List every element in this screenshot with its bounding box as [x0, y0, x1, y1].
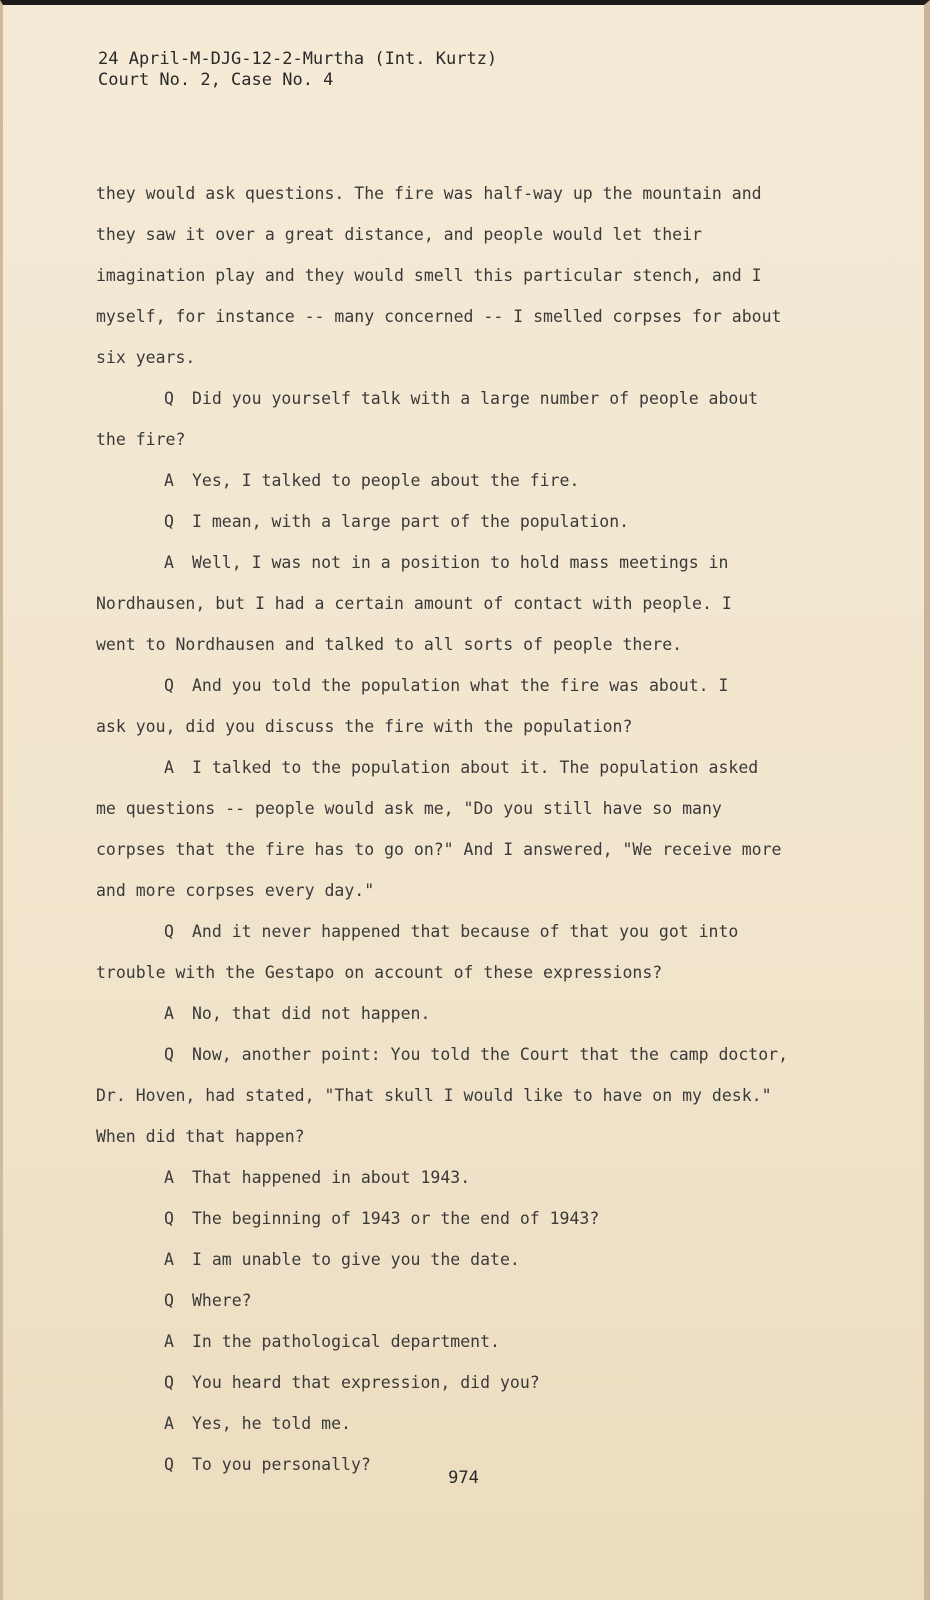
- line-text: went to Nordhausen and talked to all sorts of people there.: [96, 635, 683, 654]
- line-text: they saw it over a great distance, and people would let their: [96, 225, 702, 244]
- paragraph-line: [96, 255, 856, 296]
- speaker-label: Q: [164, 1373, 174, 1392]
- paragraph-line: [96, 788, 856, 829]
- line-text: corpses that the fire has to go on?" And I answered, "We receive more: [96, 840, 782, 859]
- paragraph-line-first: [96, 665, 856, 706]
- line-text: me questions -- people would ask me, "Do you still have so many: [96, 799, 722, 818]
- speaker-label: A: [164, 1414, 174, 1433]
- page-number: 974: [448, 1468, 479, 1488]
- line-text: Yes, I talked to people about the fire.: [192, 471, 580, 490]
- line-text: six years.: [96, 348, 196, 367]
- line-text: That happened in about 1943.: [192, 1168, 471, 1187]
- paragraph-line: [96, 337, 856, 378]
- speaker-label: A: [164, 553, 174, 572]
- line-text: Where?: [192, 1291, 252, 1310]
- line-text: You heard that expression, did you?: [192, 1373, 540, 1392]
- line-text: No, that did not happen.: [192, 1004, 431, 1023]
- paragraph-line-first: [96, 747, 856, 788]
- speaker-label: A: [164, 1004, 174, 1023]
- paragraph-line-first: [96, 460, 856, 501]
- line-text: ask you, did you discuss the fire with the population?: [96, 717, 633, 736]
- speaker-label: A: [164, 1168, 174, 1187]
- paragraph-line-first: [96, 1034, 856, 1075]
- paragraph-line: [96, 296, 856, 337]
- speaker-label: Q: [164, 1045, 174, 1064]
- line-text: trouble with the Gestapo on account of these expressions?: [96, 963, 663, 982]
- line-text: they would ask questions. The fire was half-way up the mountain and: [96, 184, 762, 203]
- paragraph-line-first: [96, 1157, 856, 1198]
- line-text: Well, I was not in a position to hold mass meetings in: [192, 553, 729, 572]
- speaker-label: A: [164, 1250, 174, 1269]
- line-text: I talked to the population about it. The population asked: [192, 758, 759, 777]
- line-text: To you personally?: [192, 1455, 371, 1474]
- speaker-label: A: [164, 471, 174, 490]
- paragraph-line: [96, 870, 856, 911]
- line-text: Yes, he told me.: [192, 1414, 351, 1433]
- line-text: The beginning of 1943 or the end of 1943?: [192, 1209, 600, 1228]
- paragraph-line-first: [96, 1239, 856, 1280]
- paragraph-line-first: [96, 378, 856, 419]
- paragraph-line: [96, 829, 856, 870]
- line-text: Now, another point: You told the Court that the camp doctor,: [192, 1045, 789, 1064]
- paragraph-line-first: [96, 1321, 856, 1362]
- speaker-label: Q: [164, 922, 174, 941]
- speaker-label: Q: [164, 1291, 174, 1310]
- line-text: In the pathological department.: [192, 1332, 500, 1351]
- paragraph-line: [96, 1075, 856, 1116]
- paragraph-line: [96, 624, 856, 665]
- paragraph-line: [96, 952, 856, 993]
- line-text: Dr. Hoven, had stated, "That skull I would like to have on my desk.": [96, 1086, 772, 1105]
- speaker-label: A: [164, 1332, 174, 1351]
- paragraph-line-first: [96, 542, 856, 583]
- line-text: And it never happened that because of that you got into: [192, 922, 739, 941]
- paragraph-line: [96, 1116, 856, 1157]
- header-line-1: 24 April-M-DJG-12-2-Murtha (Int. Kurtz): [98, 49, 498, 69]
- paragraph-line-first: [96, 1280, 856, 1321]
- line-text: and more corpses every day.": [96, 881, 375, 900]
- header-line-2: Court No. 2, Case No. 4: [98, 70, 334, 90]
- paragraph-line: [96, 706, 856, 747]
- paragraph-line-first: [96, 173, 856, 214]
- line-text: Did you yourself talk with a large number of people about: [192, 389, 759, 408]
- line-text: I mean, with a large part of the population.: [192, 512, 630, 531]
- paragraph-line-first: [96, 911, 856, 952]
- paragraph-line-first: [96, 1362, 856, 1403]
- paragraph-line: [96, 214, 856, 255]
- speaker-label: Q: [164, 1455, 174, 1474]
- speaker-label: Q: [164, 676, 174, 695]
- line-text: When did that happen?: [96, 1127, 305, 1146]
- line-text: Nordhausen, but I had a certain amount of contact with people. I: [96, 594, 732, 613]
- line-text: And you told the population what the fire was about. I: [192, 676, 729, 695]
- speaker-label: A: [164, 758, 174, 777]
- transcript-body: [96, 173, 856, 1485]
- line-text: myself, for instance -- many concerned -- I smelled corpses for about: [96, 307, 782, 326]
- speaker-label: Q: [164, 1209, 174, 1228]
- paragraph-line-first: [96, 1403, 856, 1444]
- line-text: imagination play and they would smell this particular stench, and I: [96, 266, 762, 285]
- paragraph-line-first: [96, 501, 856, 542]
- speaker-label: Q: [164, 512, 174, 531]
- paragraph-line-first: [96, 1198, 856, 1239]
- paragraph-line-first: [96, 993, 856, 1034]
- speaker-label: Q: [164, 389, 174, 408]
- paragraph-line: [96, 583, 856, 624]
- paragraph-line: [96, 419, 856, 460]
- line-text: I am unable to give you the date.: [192, 1250, 520, 1269]
- document-header: [98, 49, 497, 91]
- line-text: the fire?: [96, 430, 186, 449]
